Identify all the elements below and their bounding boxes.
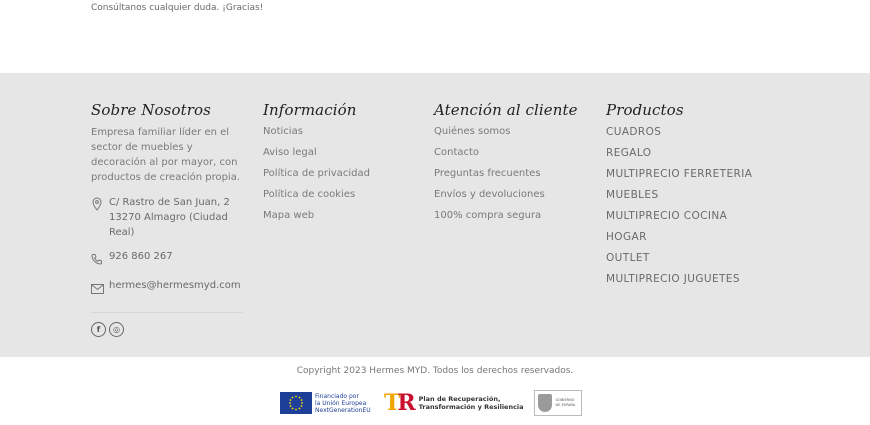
customer-links bbox=[434, 125, 578, 230]
footer-link-noticias[interactable]: Noticias bbox=[263, 126, 303, 137]
email-row[interactable] bbox=[91, 278, 243, 298]
instagram-icon[interactable]: ◎ bbox=[109, 322, 124, 337]
recovery-plan-logo bbox=[384, 390, 524, 416]
coat-of-arms-icon bbox=[538, 394, 552, 412]
email-link[interactable]: hermes@hermesmyd.com bbox=[109, 280, 241, 291]
recovery-plan-text: Plan de Recuperación, Transformación y Resiliencia bbox=[418, 395, 524, 411]
about-description: Empresa familiar líder en el sector de muebles y decoración al por mayor, con productos de creación propia. bbox=[91, 127, 241, 183]
product-link-cuadros[interactable]: CUADROS bbox=[606, 126, 662, 138]
footer-link-mapa-web[interactable]: Mapa web bbox=[263, 210, 315, 221]
footer-col-about bbox=[91, 101, 243, 337]
footer-link-faq[interactable]: Preguntas frecuentes bbox=[434, 168, 541, 179]
phone-icon bbox=[91, 250, 109, 269]
location-pin-icon bbox=[91, 196, 109, 215]
footer-link-compra-segura[interactable]: 100% compra segura bbox=[434, 210, 542, 221]
customer-title: Atención al cliente bbox=[434, 101, 578, 119]
product-link-muebles[interactable]: MUEBLES bbox=[606, 189, 659, 201]
eu-logo-text: Financiado por la Unión Europea NextGenerationEU bbox=[315, 392, 371, 414]
top-note: Consúltanos cualquier duda. ¡Gracias! bbox=[91, 3, 264, 13]
product-link-cocina[interactable]: MULTIPRECIO COCINA bbox=[606, 210, 728, 222]
social-links bbox=[91, 322, 243, 337]
mail-icon bbox=[91, 279, 109, 298]
footer-link-quienes-somos[interactable]: Quiénes somos bbox=[434, 126, 511, 137]
tr-mark-icon: TR bbox=[384, 390, 413, 416]
footer-link-contacto[interactable]: Contacto bbox=[434, 147, 480, 158]
footer-col-products bbox=[606, 101, 752, 293]
bottom-bar bbox=[0, 357, 870, 425]
footer-link-aviso-legal[interactable]: Aviso legal bbox=[263, 147, 317, 158]
product-link-ferreteria[interactable]: MULTIPRECIO FERRETERIA bbox=[606, 168, 753, 180]
product-link-outlet[interactable]: OUTLET bbox=[606, 252, 650, 264]
footer-link-privacidad[interactable]: Política de privacidad bbox=[263, 168, 370, 179]
divider bbox=[91, 312, 243, 313]
products-links bbox=[606, 125, 752, 293]
eu-flag-icon bbox=[280, 392, 312, 414]
phone-link[interactable]: 926 860 267 bbox=[109, 251, 173, 262]
footer-col-customer bbox=[434, 101, 578, 230]
product-link-regalo[interactable]: REGALO bbox=[606, 147, 652, 159]
eu-funding-logo bbox=[280, 391, 370, 415]
about-title: Sobre Nosotros bbox=[91, 101, 211, 119]
footer-link-envios[interactable]: Envíos y devoluciones bbox=[434, 189, 545, 200]
footer-link-cookies[interactable]: Política de cookies bbox=[263, 189, 356, 200]
address-row bbox=[91, 195, 243, 240]
products-title: Productos bbox=[606, 101, 684, 119]
funding-logos bbox=[280, 390, 582, 416]
footer-col-info bbox=[263, 101, 370, 230]
info-title: Información bbox=[263, 101, 357, 119]
copyright-text: Copyright 2023 Hermes MYD. Todos los derechos reservados. bbox=[296, 366, 574, 376]
site-footer bbox=[0, 73, 870, 357]
address-text: C/ Rastro de San Juan, 2 13270 Almagro (Ciudad Real) bbox=[109, 197, 230, 238]
facebook-icon[interactable]: f bbox=[91, 322, 106, 337]
product-link-juguetes[interactable]: MULTIPRECIO JUGUETES bbox=[606, 273, 740, 285]
gobierno-logo: GOBIERNO DE ESPAÑA bbox=[534, 390, 582, 416]
product-link-hogar[interactable]: HOGAR bbox=[606, 231, 647, 243]
info-links bbox=[263, 125, 370, 230]
phone-row[interactable] bbox=[91, 249, 243, 269]
